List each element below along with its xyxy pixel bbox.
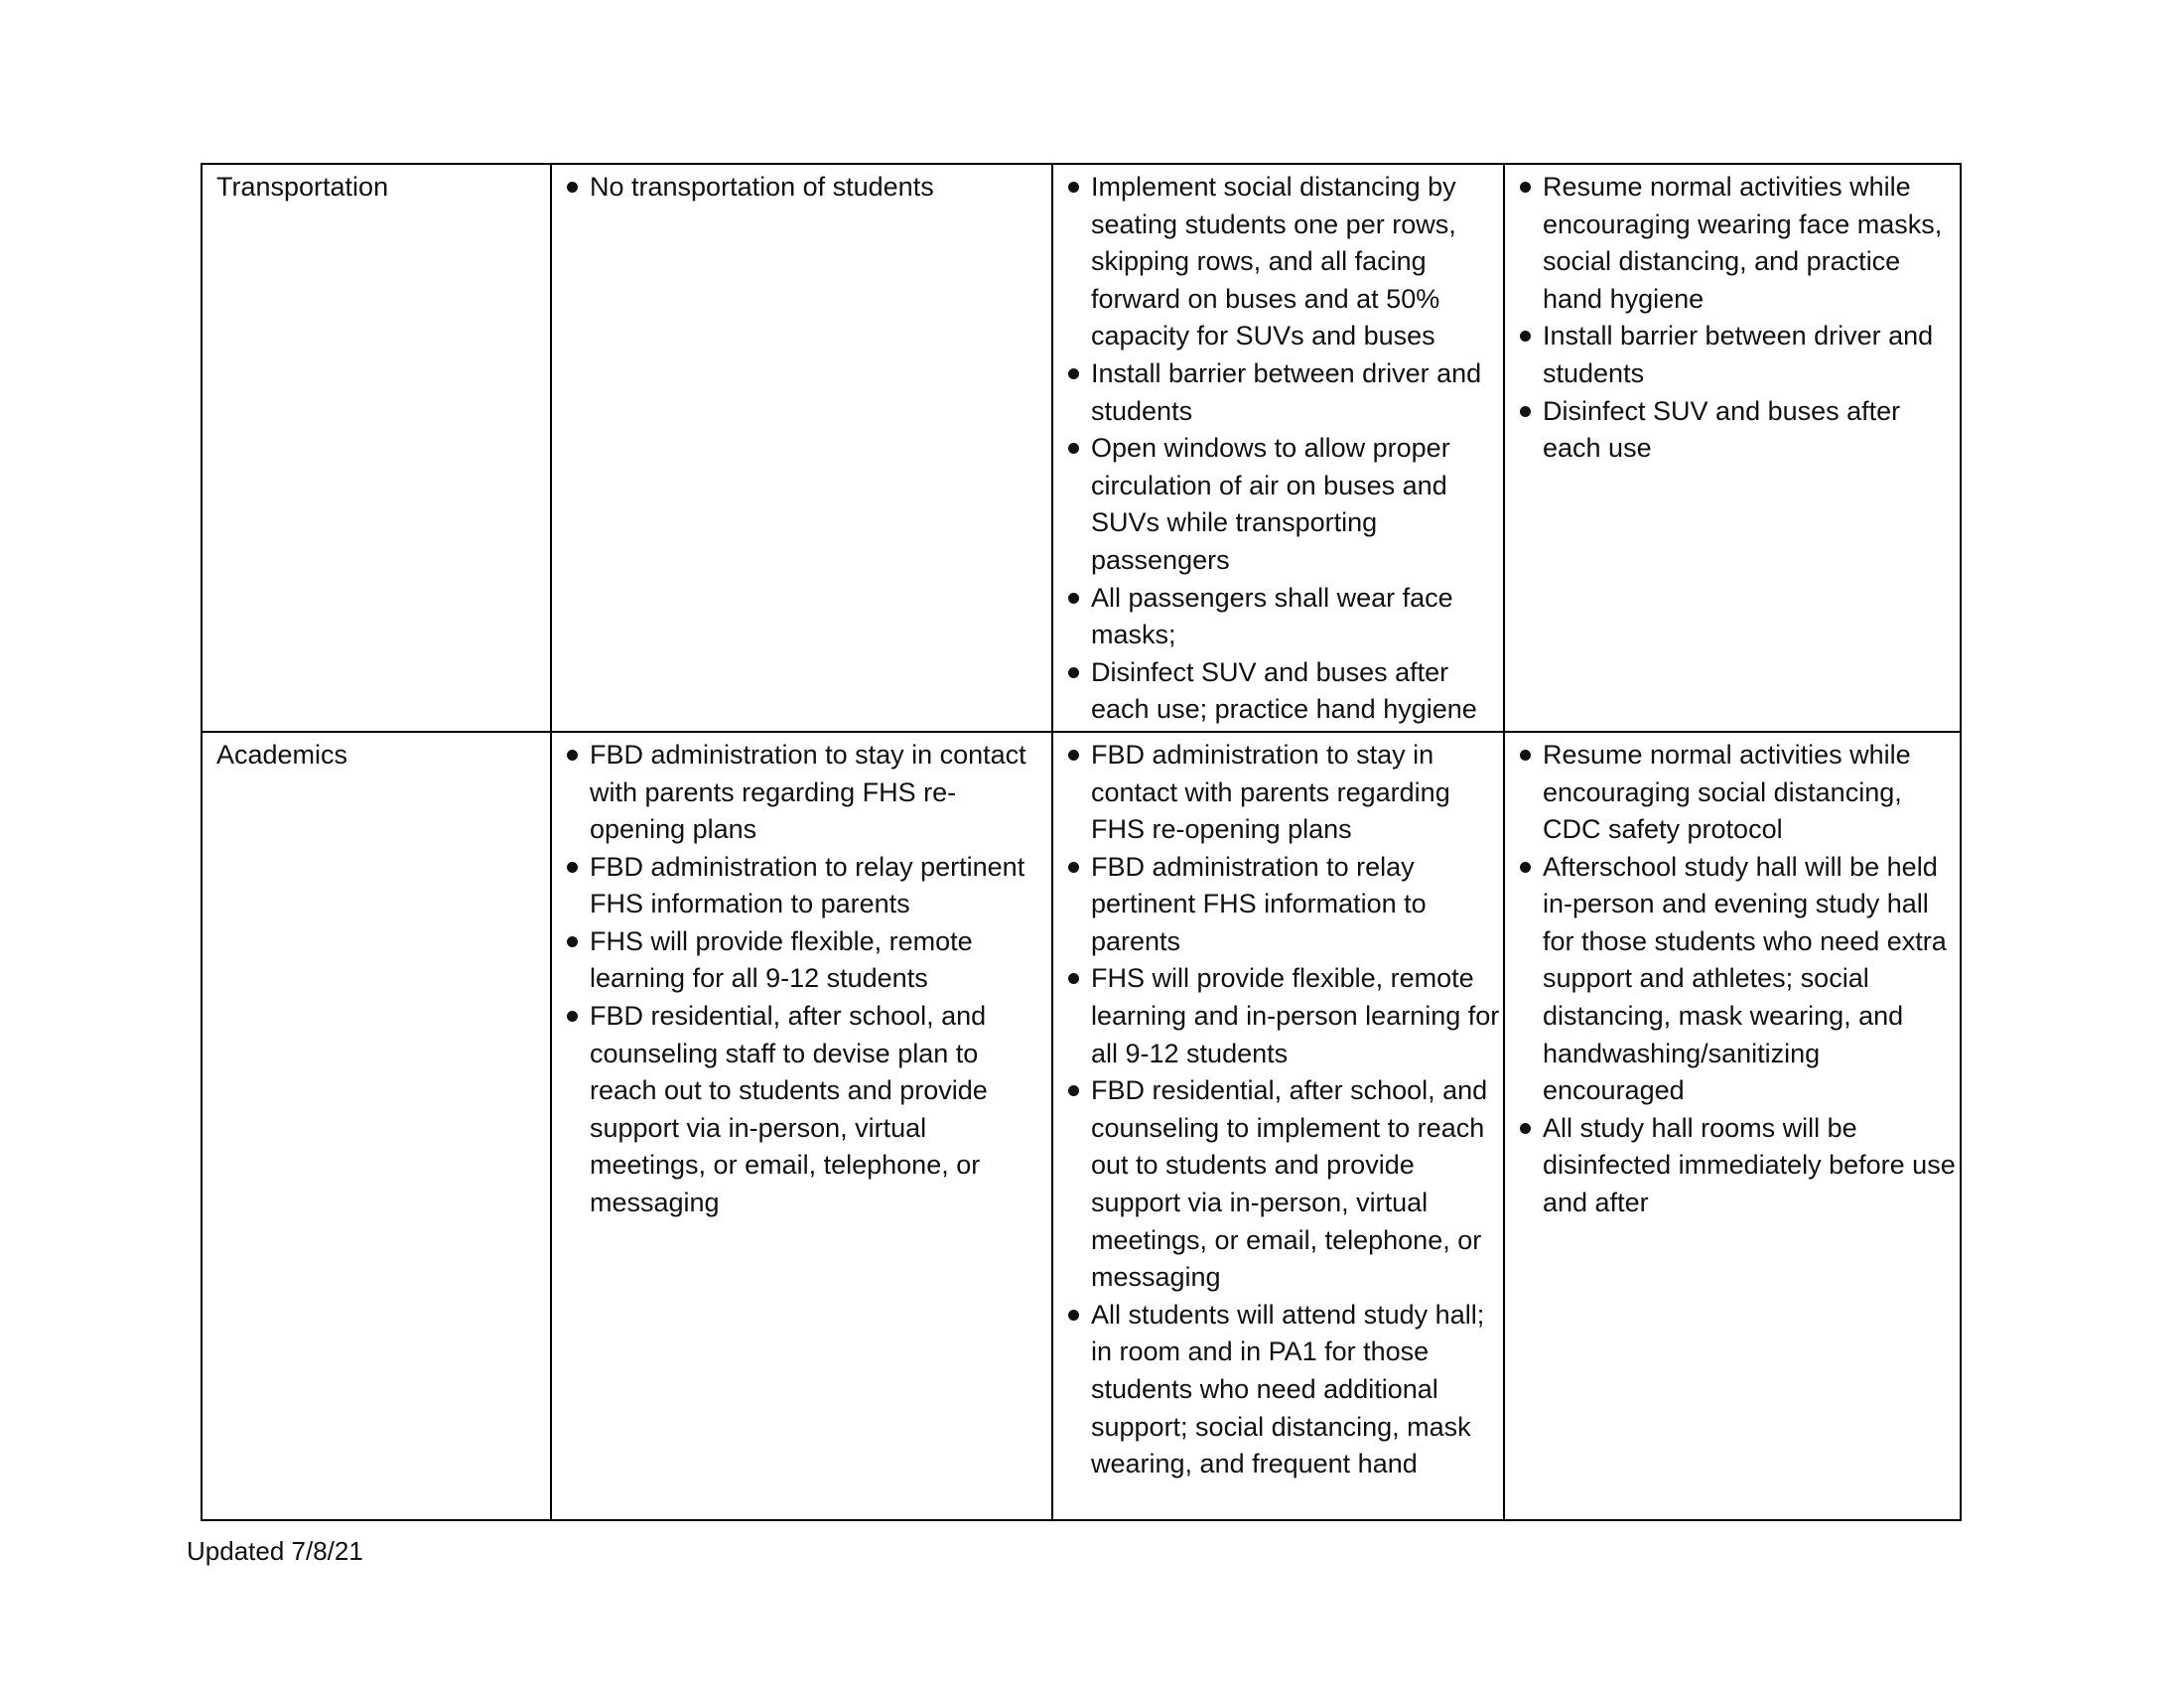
phase-1-cell — [551, 164, 1052, 732]
list-item: FBD administration to relay pertinent FHS information to parents — [1067, 849, 1501, 961]
list-item: All study hall rooms will be disinfected immediately before use and after — [1519, 1110, 1958, 1222]
list-item: Afterschool study hall will be held in-person and evening study hall for those students who need extra support and athletes; social distancing, mask wearing, and handwashing/sanitizing encouraged — [1519, 849, 1958, 1110]
list-item: Resume normal activities while encouraging wearing face masks, social distancing, and practice hand hygiene — [1519, 169, 1958, 318]
table-row-academics — [202, 732, 1961, 1520]
bullet-list — [566, 737, 1049, 1222]
category-cell — [202, 732, 551, 1520]
list-item: FHS will provide flexible, remote learning for all 9-12 students — [566, 923, 1049, 998]
list-item: FBD residential, after school, and counseling staff to devise plan to reach out to students and provide support via in-person, virtual meetings, or email, telephone, or messaging — [566, 998, 1049, 1222]
list-item: All passengers shall wear face masks; — [1067, 580, 1501, 654]
bullet-list — [1067, 737, 1501, 1483]
list-item: FHS will provide flexible, remote learning and in-person learning for all 9-12 students — [1067, 960, 1501, 1072]
bullet-list — [1067, 169, 1501, 729]
category-cell — [202, 164, 551, 732]
list-item: FBD residential, after school, and counseling to implement to reach out to students and provide support via in-person, virtual meetings, or email, telephone, or messaging — [1067, 1072, 1501, 1297]
table-row-transportation — [202, 164, 1961, 732]
phase-3-cell — [1504, 164, 1961, 732]
list-item: Disinfect SUV and buses after each use; practice hand hygiene — [1067, 654, 1501, 729]
list-item: FBD administration to relay pertinent FHS information to parents — [566, 849, 1049, 923]
bullet-list — [1519, 737, 1958, 1222]
updated-date-note: Updated 7/8/21 — [187, 1536, 363, 1566]
list-item: Install barrier between driver and students — [1067, 355, 1501, 430]
bullet-list — [1519, 169, 1958, 468]
plan-table — [201, 163, 1962, 1521]
bullet-list — [566, 169, 1049, 207]
list-item: All students will attend study hall; in room and in PA1 for those students who need additional support; social distancing, mask wearing, and frequent hand — [1067, 1297, 1501, 1483]
category-label: Academics — [216, 739, 348, 770]
list-item: FBD administration to stay in contact with parents regarding FHS re-opening plans — [1067, 737, 1501, 849]
list-item: FBD administration to stay in contact with parents regarding FHS re-opening plans — [566, 737, 1049, 849]
phase-3-cell — [1504, 732, 1961, 1520]
list-item: Install barrier between driver and students — [1519, 318, 1958, 392]
phase-2-cell — [1052, 164, 1504, 732]
list-item: Implement social distancing by seating students one per rows, skipping rows, and all facing forward on buses and at 50% capacity for SUVs and buses — [1067, 169, 1501, 355]
list-item: Open windows to allow proper circulation of air on buses and SUVs while transporting passengers — [1067, 430, 1501, 579]
category-label: Transportation — [216, 172, 389, 202]
phase-1-cell — [551, 732, 1052, 1520]
list-item: No transportation of students — [566, 169, 1049, 207]
list-item: Resume normal activities while encouraging social distancing, CDC safety protocol — [1519, 737, 1958, 849]
list-item: Disinfect SUV and buses after each use — [1519, 393, 1958, 468]
phase-2-cell — [1052, 732, 1504, 1520]
